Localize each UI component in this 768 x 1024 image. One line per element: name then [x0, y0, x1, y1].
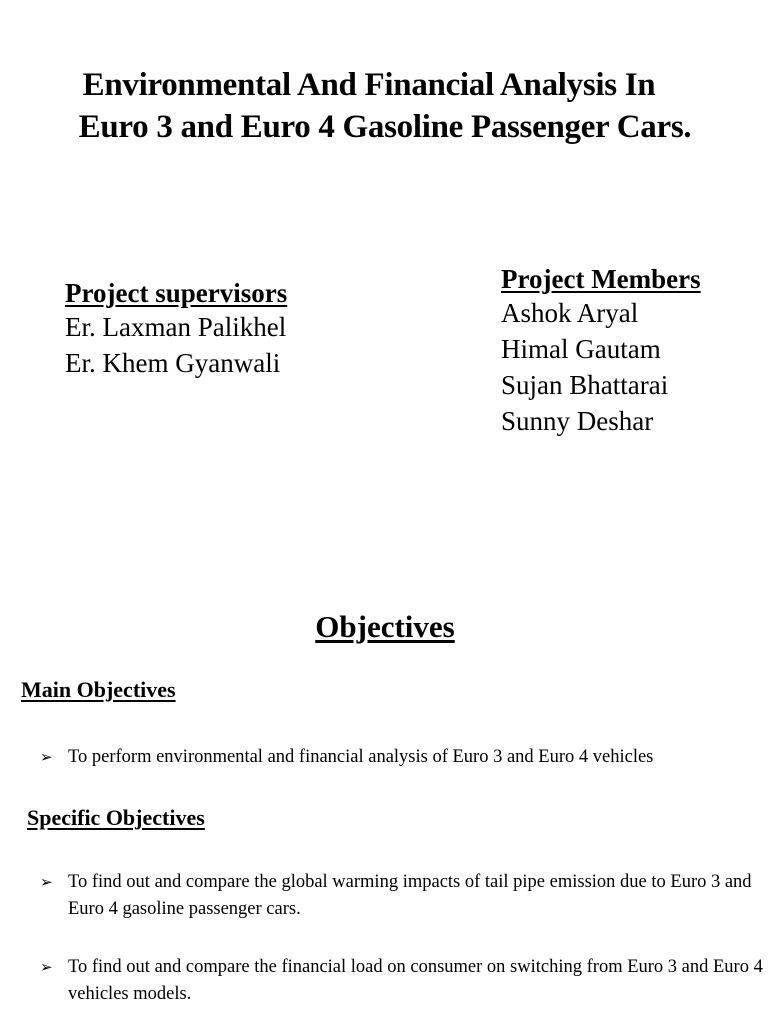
- member-name: Sunny Deshar: [501, 406, 654, 436]
- main-objective-item: [40, 744, 765, 771]
- main-objectives-heading: Main Objectives: [21, 677, 176, 702]
- title-line-1: Environmental And Financial Analysis In: [82, 67, 656, 103]
- supervisor-name: Er. Khem Gyanwali: [65, 348, 281, 378]
- specific-objective-text: To find out and compare the global warming impacts of tail pipe emission due to Euro 3 and Euro 4 gasoline passenger cars.: [68, 872, 752, 919]
- specific-objectives-heading: Specific Objectives: [27, 805, 205, 830]
- arrowhead-bullet-icon: ➢: [40, 873, 53, 891]
- arrowhead-bullet-icon: ➢: [40, 748, 53, 766]
- member-name: Himal Gautam: [501, 334, 661, 364]
- project-members-block: [501, 263, 761, 439]
- title-line-2: Euro 3 and Euro 4 Gasoline Passenger Cars.: [78, 109, 692, 145]
- document-title: [0, 64, 768, 148]
- members-heading: Project Members: [501, 264, 701, 294]
- arrowhead-bullet-icon: ➢: [40, 958, 53, 976]
- main-objective-text: To perform environmental and financial analysis of Euro 3 and Euro 4 vehicles: [68, 747, 654, 767]
- supervisors-heading: Project supervisors: [65, 278, 288, 308]
- supervisor-name: Er. Laxman Palikhel: [65, 312, 287, 342]
- specific-objective-item: [40, 954, 765, 1008]
- project-supervisors-block: [65, 277, 365, 381]
- objectives-heading: Objectives: [315, 609, 455, 644]
- specific-objective-item: [40, 869, 765, 923]
- member-name: Ashok Aryal: [501, 298, 639, 328]
- specific-objective-text: To find out and compare the financial load on consumer on switching from Euro 3 and Euro 4 vehicles models.: [68, 957, 763, 1004]
- member-name: Sujan Bhattarai: [501, 370, 669, 400]
